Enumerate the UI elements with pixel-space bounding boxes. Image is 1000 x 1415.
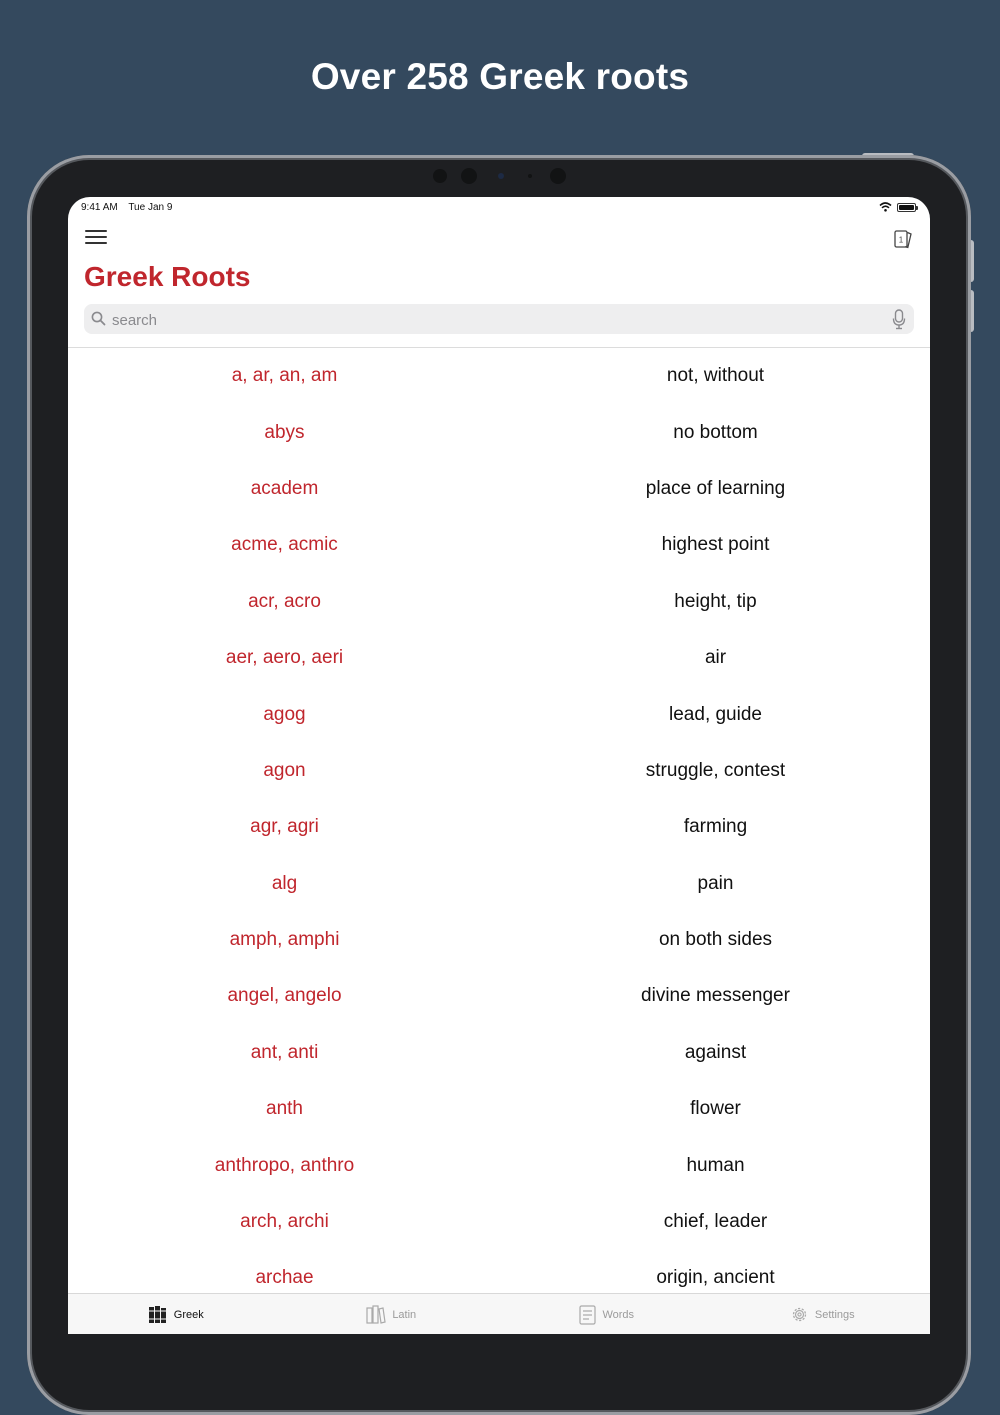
root-text: academ — [250, 477, 319, 499]
root-text: angel, angelo — [227, 985, 342, 1007]
search-bar[interactable] — [84, 304, 914, 334]
meaning-text: human — [686, 1154, 745, 1176]
svg-text:1: 1 — [898, 235, 904, 245]
meaning-text: divine messenger — [641, 985, 790, 1007]
status-time: 9:41 AM — [81, 202, 118, 213]
battery-icon — [897, 203, 916, 212]
latin-books-icon — [366, 1305, 386, 1324]
tab-bar — [68, 1293, 930, 1334]
root-text: aer, aero, aeri — [225, 647, 344, 669]
meaning-text: air — [704, 647, 727, 669]
meaning-text: on both sides — [658, 929, 773, 951]
root-text: abys — [264, 421, 305, 443]
meaning-text: not, without — [666, 365, 765, 387]
root-text: anth — [266, 1098, 303, 1120]
root-text: archae — [255, 1267, 314, 1289]
root-text: agr, agri — [250, 816, 319, 838]
search-icon — [91, 311, 106, 326]
list-item[interactable] — [68, 461, 930, 517]
tab-label: Latin — [392, 1308, 417, 1321]
wifi-icon — [879, 202, 892, 212]
root-text: acr, acro — [248, 590, 321, 612]
tab-label: Greek — [173, 1308, 204, 1321]
list-item[interactable] — [68, 1194, 930, 1250]
status-bar — [81, 202, 180, 213]
meaning-text: height, tip — [674, 590, 757, 612]
tab-label: Settings — [814, 1308, 855, 1321]
list-item[interactable] — [68, 912, 930, 968]
status-date: Tue Jan 9 — [128, 202, 173, 213]
list-item[interactable] — [68, 574, 930, 630]
books-icon — [148, 1305, 168, 1324]
list-item[interactable] — [68, 799, 930, 855]
meaning-text: chief, leader — [663, 1211, 768, 1233]
camera-bar — [0, 168, 1000, 184]
list-item[interactable] — [68, 1025, 930, 1081]
root-text: acme, acmic — [231, 534, 338, 556]
meaning-text: pain — [697, 872, 734, 894]
list-item[interactable] — [68, 1137, 930, 1193]
list-item[interactable] — [68, 1081, 930, 1137]
meaning-text: struggle, contest — [645, 759, 786, 781]
meaning-text: flower — [690, 1098, 741, 1120]
root-text: amph, amphi — [229, 929, 340, 951]
menu-button[interactable] — [85, 230, 107, 248]
tab-settings[interactable] — [715, 1294, 931, 1334]
tab-greek[interactable] — [68, 1294, 284, 1334]
meaning-text: place of learning — [645, 477, 786, 499]
root-text: agon — [263, 759, 306, 781]
root-text: arch, archi — [240, 1211, 329, 1233]
meaning-text: origin, ancient — [656, 1267, 775, 1289]
list-item[interactable] — [68, 348, 930, 404]
tab-latin[interactable] — [284, 1294, 500, 1334]
list-item[interactable] — [68, 630, 930, 686]
flashcards-icon[interactable] — [893, 228, 913, 250]
list-item[interactable] — [68, 968, 930, 1024]
word-card-icon — [579, 1305, 596, 1325]
gear-icon — [790, 1305, 809, 1324]
tab-words[interactable] — [499, 1294, 715, 1334]
microphone-icon[interactable] — [892, 309, 906, 330]
root-text: ant, anti — [250, 1041, 319, 1063]
page-title: Greek Roots — [84, 261, 251, 292]
root-text: a, ar, an, am — [231, 365, 338, 387]
meaning-text: farming — [683, 816, 748, 838]
list-item[interactable] — [68, 517, 930, 573]
meaning-text: against — [684, 1041, 747, 1063]
meaning-text: no bottom — [673, 421, 758, 443]
meaning-text: lead, guide — [669, 703, 762, 725]
list-item[interactable] — [68, 743, 930, 799]
root-text: alg — [271, 872, 298, 894]
root-text: agog — [263, 703, 306, 725]
list-item[interactable] — [68, 686, 930, 742]
app-screen — [68, 197, 930, 1334]
search-input[interactable] — [110, 304, 874, 336]
headline: Over 258 Greek roots — [310, 56, 690, 97]
roots-list — [68, 348, 930, 1307]
tab-label: Words — [602, 1308, 635, 1321]
hamburger-icon — [85, 230, 107, 232]
root-text: anthropo, anthro — [214, 1154, 355, 1176]
list-item[interactable] — [68, 404, 930, 460]
status-icons — [879, 202, 916, 212]
list-item[interactable] — [68, 856, 930, 912]
meaning-text: highest point — [661, 534, 770, 556]
